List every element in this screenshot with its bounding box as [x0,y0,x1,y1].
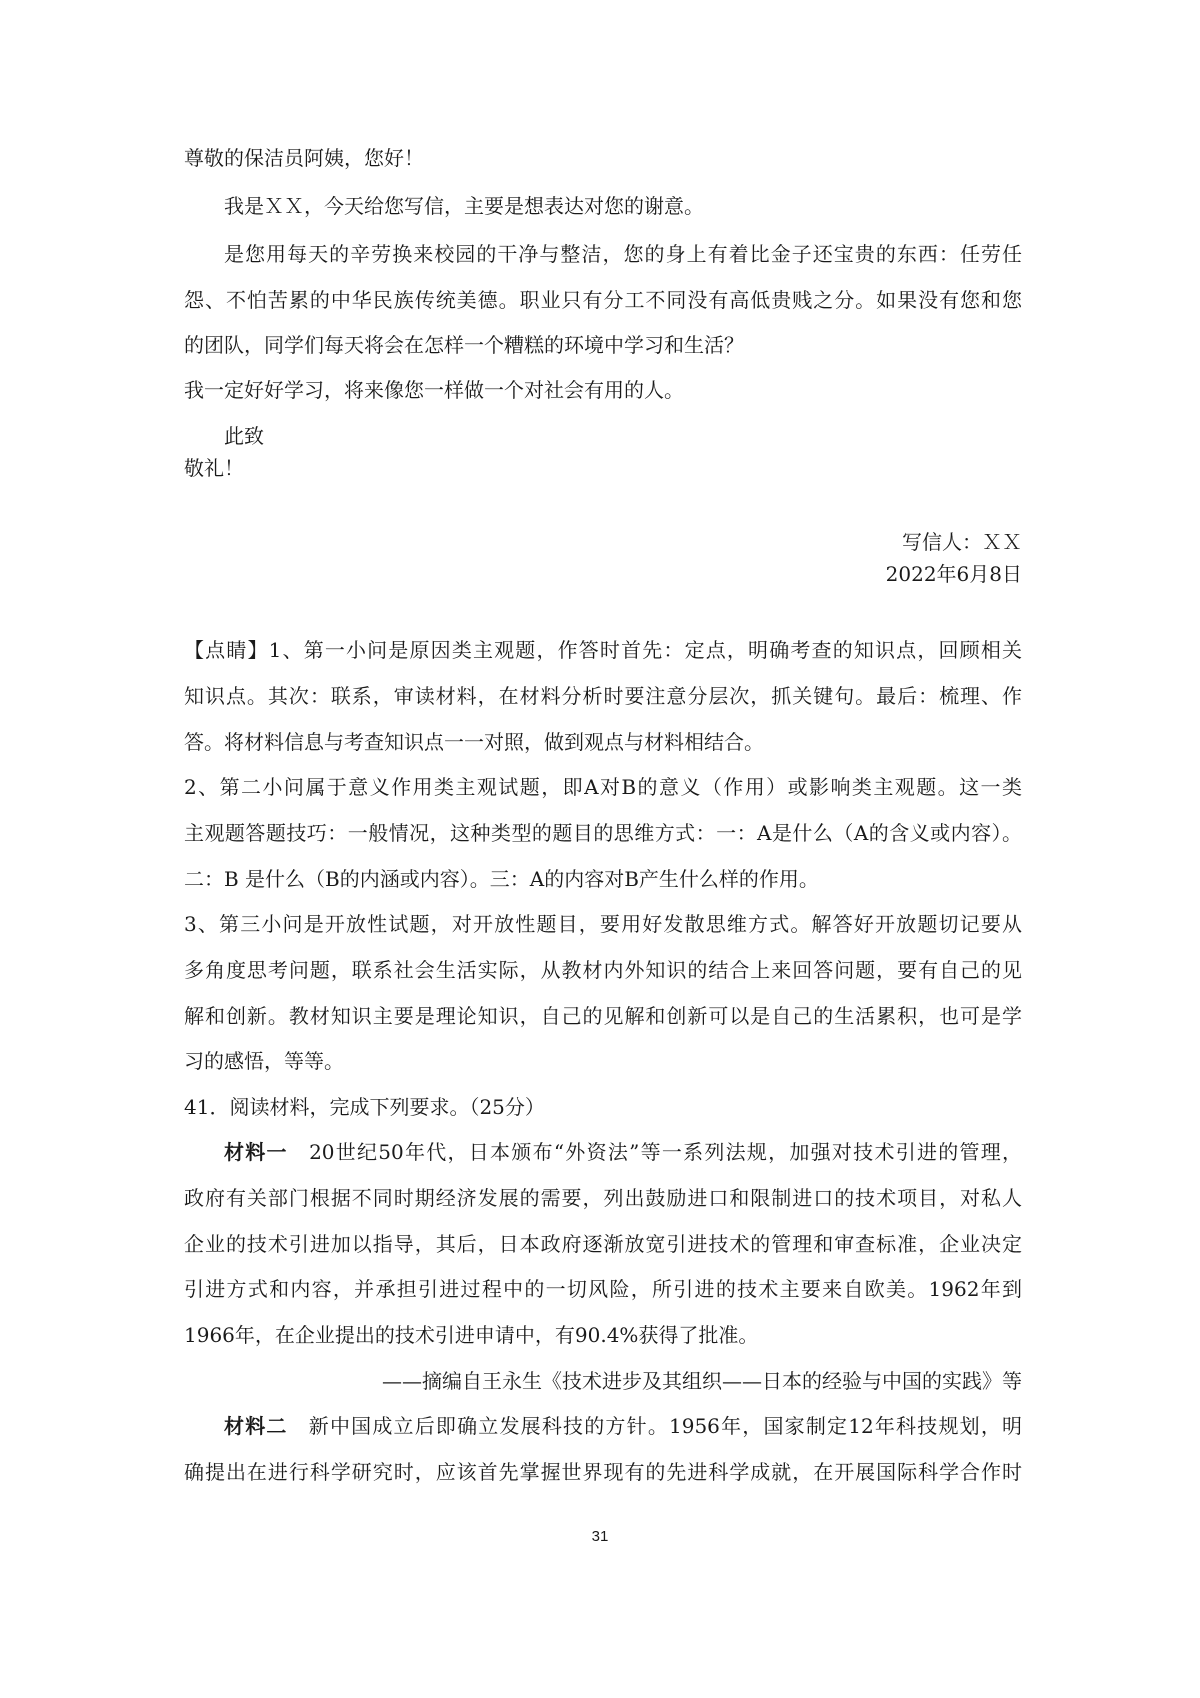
material-two-label: 材料二 [224,1414,288,1438]
tips-line: 多角度思考问题，联系社会生活实际，从教材内外知识的结合上来回答问题，要有自己的见 [184,958,1022,982]
material-one-line: 1966年，在企业提出的技术引进申请中，有90.4%获得了批准。 [184,1323,759,1347]
tips-line: 知识点。其次：联系，审读材料，在材料分析时要注意分层次，抓关键句。最后：梳理、作 [184,684,1022,708]
letter-paragraph-line: 怨、不怕苦累的中华民族传统美德。职业只有分工不同没有高低贵贱之分。如果没有您和您 [184,288,1022,312]
material-one-line: 政府有关部门根据不同时期经济发展的需要，列出鼓励进口和限制进口的技术项目，对私人 [184,1186,1022,1210]
letter-signature: 写信人：ＸＸ [902,530,1022,554]
letter-closing: 敬礼！ [184,456,244,480]
material-one-source: ——摘编自王永生《技术进步及其组织——日本的经验与中国的实践》等 [382,1369,1022,1393]
page-number: 31 [591,1528,609,1545]
tips-line: 解和创新。教材知识主要是理论知识，自己的见解和创新可以是自己的生活累积，也可是学 [184,1004,1022,1028]
letter-date: 2022年6月8日 [885,562,1022,586]
material-one-text: 20世纪50年代，日本颁布“外资法”等一系列法规，加强对技术引进的管理， [309,1140,1023,1164]
tips-line: 二：B 是什么（B的内涵或内容）。三：A的内容对B产生什么样的作用。 [184,867,819,891]
material-one-line [184,1136,1022,1168]
material-two-line: 确提出在进行科学研究时，应该首先掌握世界现有的先进科学成就，在开展国际科学合作时 [184,1460,1022,1484]
tips-line: 【点睛】1、第一小问是原因类主观题，作答时首先：定点，明确考查的知识点，回顾相关 [184,638,1022,662]
letter-paragraph: 我是ＸＸ，今天给您写信，主要是想表达对您的谢意。 [224,194,704,218]
tips-line: 答。将材料信息与考查知识点一一对照，做到观点与材料相结合。 [184,730,764,754]
letter-paragraph: 我一定好好学习，将来像您一样做一个对社会有用的人。 [184,378,684,402]
material-two-text: 新中国成立后即确立发展科技的方针。1956年，国家制定12年科技规划，明 [308,1414,1023,1438]
letter-closing: 此致 [224,424,264,448]
material-two-line [184,1410,1022,1442]
material-one-line: 引进方式和内容，并承担引进过程中的一切风险，所引进的技术主要来自欧美。1962年到 [184,1277,1022,1301]
letter-paragraph-line: 的团队，同学们每天将会在怎样一个糟糕的环境中学习和生活？ [184,333,744,357]
material-one-label: 材料一 [224,1140,288,1164]
tips-line: 2、第二小问属于意义作用类主观试题，即A对B的意义（作用）或影响类主观题。这一类 [184,775,1022,799]
letter-salutation: 尊敬的保洁员阿姨，您好！ [184,146,424,170]
letter-paragraph-line: 是您用每天的辛劳换来校园的干净与整洁，您的身上有着比金子还宝贵的东西：任劳任 [224,242,1022,266]
tips-line: 习的感悟，等等。 [184,1049,344,1073]
question-title: 41．阅读材料，完成下列要求。（25分） [184,1095,545,1119]
material-one-line: 企业的技术引进加以指导，其后，日本政府逐渐放宽引进技术的管理和审查标准，企业决定 [184,1232,1022,1256]
tips-line: 主观题答题技巧：一般情况，这种类型的题目的思维方式：一：A是什么（A的含义或内容）。 [184,821,1022,845]
tips-line: 3、第三小问是开放性试题，对开放性题目，要用好发散思维方式。解答好开放题切记要从 [184,912,1022,936]
